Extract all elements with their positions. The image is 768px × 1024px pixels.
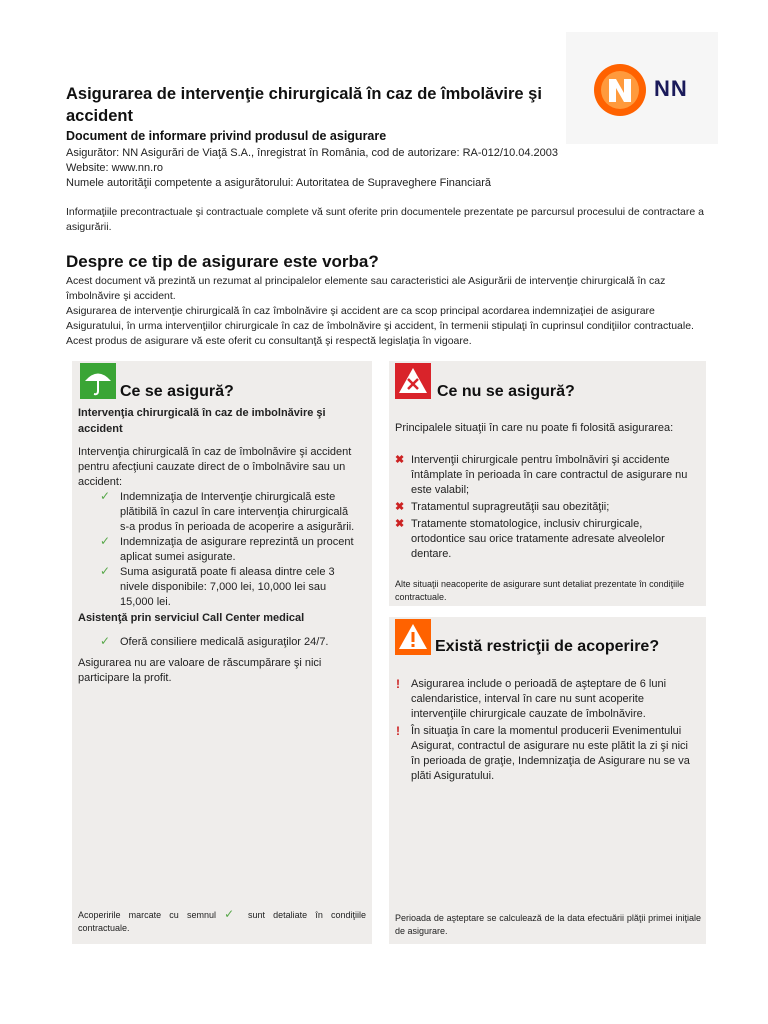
info-paragraph: Informaţiile precontractuale şi contractuale complete vă sunt oferite prin documentele prezentate pe parcursul procesului de contractare a asigurării. [66, 206, 704, 233]
covered-list-2 [78, 635, 360, 650]
insurer-line: Asigurător: NN Asigurări de Viaţă S.A., înregistrat în România, cod de autorizare: RA-012/10.04.2003 [66, 147, 559, 159]
not-covered-footer: Alte situaţii neacoperite de asigurare sunt detaliat prezentate în condiţiile contractuale. [395, 579, 685, 602]
cross-icon: ✖ [395, 518, 405, 530]
about-heading: Despre ce tip de asigurare este vorba? [66, 252, 379, 271]
logo-wordmark: NN [654, 76, 688, 101]
exclamation-icon: ! [396, 677, 400, 691]
check-icon: ✓ [100, 634, 111, 648]
restrictions-list [395, 677, 697, 786]
list-item: ✓ Indemnizaţia de asigurare reprezintă un procent aplicat sumei asigurate. [100, 534, 354, 563]
covered-footer: Acoperirile marcate cu semnul ✓ sunt detaliate în condiţiile contractuale. [78, 907, 366, 933]
covered-section1-title: Intervenţia chirurgicală în caz de imbolnăvire şi accident [78, 407, 326, 435]
umbrella-icon [80, 363, 116, 399]
website-line: Website: www.nn.ro [66, 162, 164, 174]
list-item: ✓ Indemnizaţia de Intervenţie chirurgicală este plătibilă în cazul în care intervenţia chirurgicală s-a produs în perioada de acoperire a asigurării. [100, 489, 355, 533]
check-icon: ✓ [100, 489, 111, 503]
check-icon: ✓ [100, 564, 111, 578]
authority-line: Numele autorităţii competente a asigurătorului: Autoritatea de Supraveghere Financiară [66, 177, 491, 189]
restrictions-footer: Perioada de aşteptare se calculează de la data efectuării plăţii primei iniţiale de asigurare. [395, 913, 701, 936]
cross-icon: ✖ [395, 454, 405, 466]
covered-list-1 [78, 490, 360, 610]
exclamation-icon: ! [396, 724, 400, 738]
restrictions-title: Există restricţii de acoperire? [435, 638, 660, 655]
check-icon: ✓ [224, 907, 240, 921]
nn-logo-icon [592, 62, 648, 118]
list-item: ✖ Tratamentul supragreutăţii sau obezităţii; [395, 501, 610, 513]
warning-icon [395, 619, 431, 655]
document-subtitle: Document de informare privind produsul de asigurare [66, 129, 387, 143]
logo-area [566, 32, 718, 144]
not-covered-panel [389, 361, 706, 606]
list-item: ! În situaţia în care la momentul producerii Evenimentului Asigurat, contractul de asigurare nu este plătit la zi şi nici în perioada de graţie, Indemnizaţia de Asigurare nu se va plăti Asiguratului. [396, 724, 690, 782]
covered-note: Asigurarea nu are valoare de răscumpărare şi nici participare la profit. [78, 657, 322, 684]
document-title: Asigurarea de intervenţie chirurgicală în caz de îmbolăvire şi accident [66, 85, 542, 125]
check-icon: ✓ [100, 534, 111, 548]
covered-title: Ce se asigură? [120, 383, 234, 400]
covered-panel [72, 361, 372, 944]
covered-section2-title: Asistenţă prin serviciul Call Center medical [78, 612, 305, 624]
not-covered-intro: Principalele situaţii în care nu poate fi folosită asigurarea: [395, 422, 674, 434]
warning-x-icon [395, 363, 431, 399]
covered-section1-intro: Intervenţia chirurgicală în caz de îmbolnăvire şi accident pentru afecţiuni cauzate direct de o îmbolnăvire sau un accident: [78, 446, 352, 488]
list-item: ✓ Oferă consiliere medicală asiguraţilor 24/7. [100, 634, 329, 648]
list-item: ✓ Suma asigurată poate fi aleasa dintre cele 3 nivele disponibile: 7,000 lei, 10,000 lei sau 15,000 lei. [100, 564, 335, 608]
list-item: ! Asigurarea include o perioadă de aşteptare de 6 luni calendaristice, interval în care nu sunt acoperite intervenţiile chirurgicale cauzate de îmbolnăvire. [396, 677, 667, 720]
list-item: ✖ Intervenţii chirurgicale pentru îmbolnăviri şi accidente întâmplate în perioada în care contractul de asigurare nu este valabil; [395, 454, 688, 496]
about-paragraph-1: Acest document vă prezintă un rezumat al principalelor elemente sau caracteristici ale Asigurării de intervenţie chirurgicală în caz îmbolnăvire şi accident. [66, 275, 666, 302]
about-paragraph-2: Asigurarea de intervenţie chirurgicală în caz îmbolnăvire şi accident are ca scop principal acordarea indemnizaţiei de asigurare Asiguratului, în urma intervenţiilor chirurgicale în caz de îmbolnăvire şi accident, în termenii stipulaţi în cuprinsul condiţiilor contractuale. Acest produs de asigurare vă este oferit cu consultanţă şi respectă legislaţia în vigoare. [66, 305, 694, 347]
cross-icon: ✖ [395, 501, 405, 513]
not-covered-list [395, 453, 695, 564]
restrictions-panel [389, 617, 706, 944]
list-item: ✖ Tratamente stomatologice, inclusiv chirurgicale, ortodontice sau orice tratamente adresate alveolelor dentare. [395, 518, 665, 560]
not-covered-title: Ce nu se asigură? [437, 383, 575, 400]
